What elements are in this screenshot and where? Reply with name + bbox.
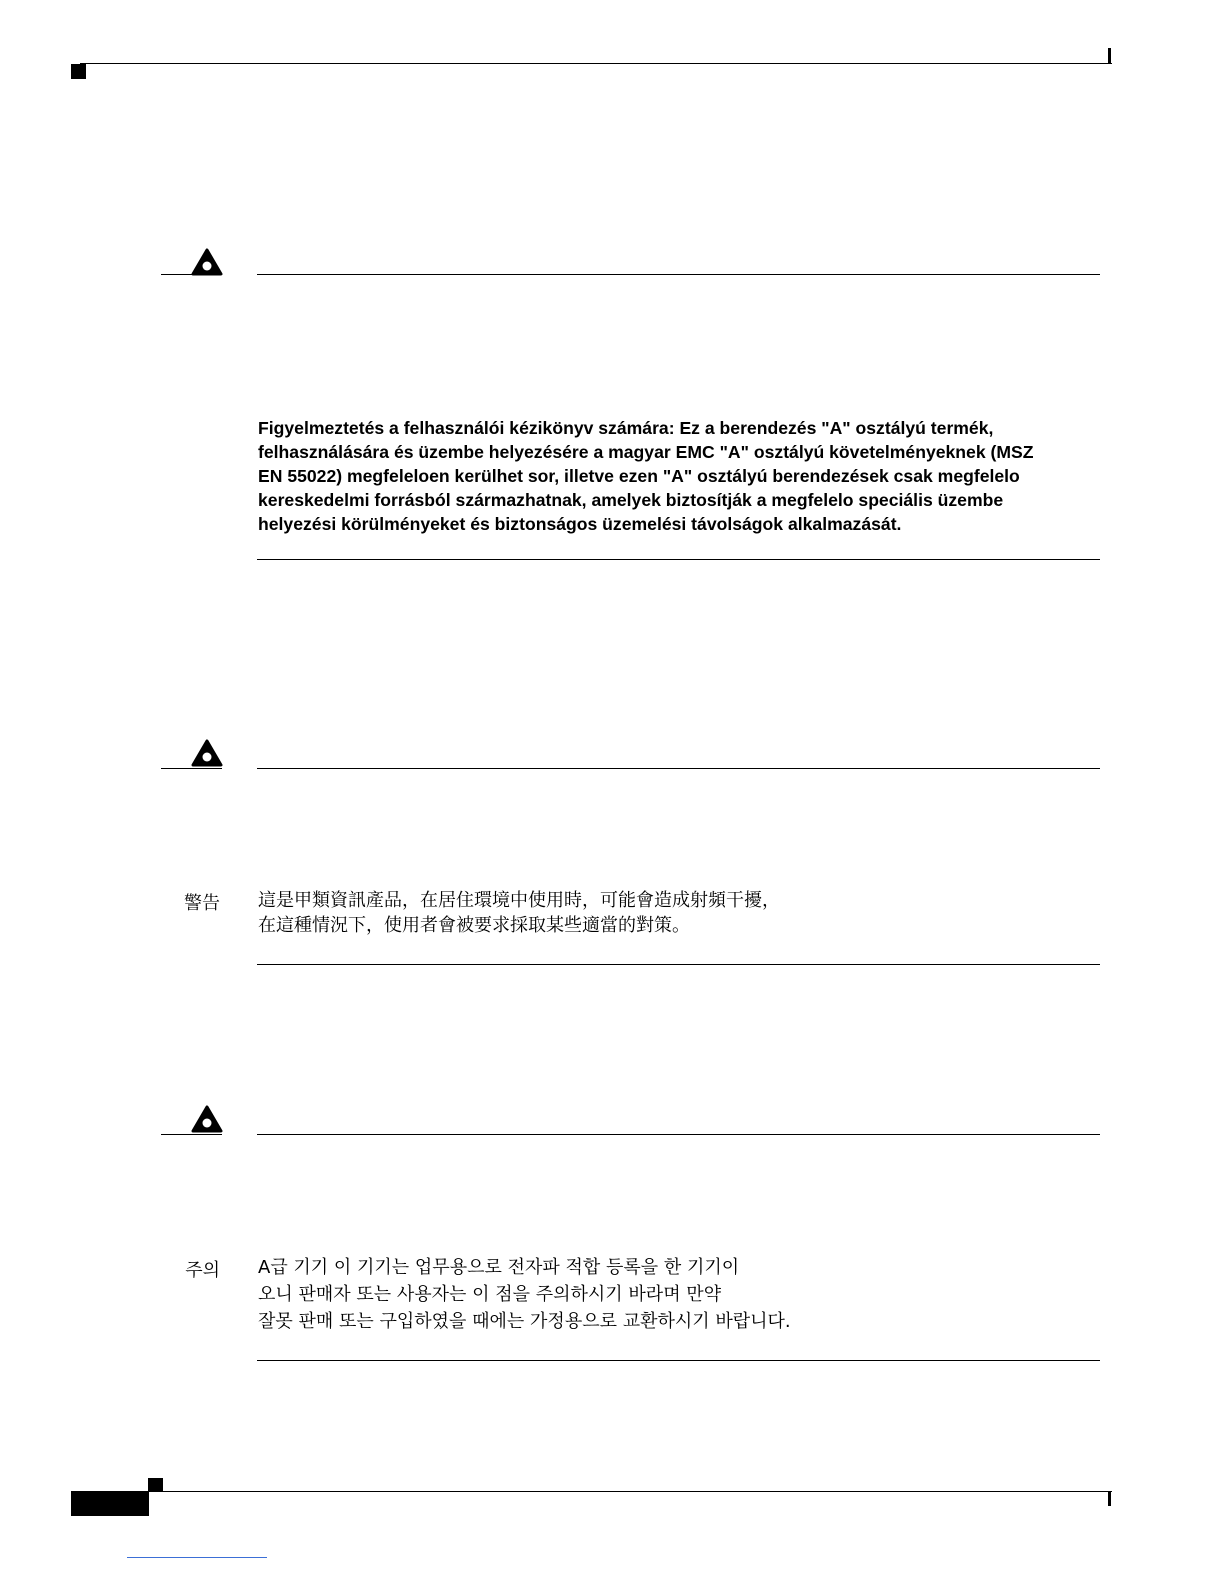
text-line: 잘못 판매 또는 구입하였을 때에는 가정용으로 교환하시기 바랍니다. <box>258 1311 791 1332</box>
section-bottom-rule <box>257 964 1100 965</box>
header-rule <box>80 63 1112 64</box>
section-top-rule <box>257 1134 1100 1135</box>
footer-tick <box>1108 1492 1111 1506</box>
text-line: A급 기기 이 기기는 업무용으로 전자파 적합 등록을 한 기기이 <box>258 1257 740 1278</box>
header-tick <box>1108 48 1111 64</box>
text-line: 오니 판매자 또는 사용자는 이 점을 주의하시기 바라며 만약 <box>258 1284 722 1305</box>
text-line: felhasználására és üzembe helyezésére a magyar EMC "A" osztályú követelményeknek (MSZ <box>258 442 1034 462</box>
warning-icon <box>191 1104 223 1136</box>
text-line: kereskedelmi forrásból származhatnak, amelyek biztosítják a megfelelo speciális üzembe <box>258 490 1004 510</box>
section-bottom-rule <box>257 1360 1100 1361</box>
text-line: EN 55022) megfeleloen kerülhet sor, illetve ezen "A" osztályú berendezések csak megfelelo <box>258 466 1020 486</box>
text-line: helyezési körülményeket és biztonságos üzemelési távolságok alkalmazását. <box>258 514 902 534</box>
footer-link-underline[interactable] <box>127 1557 267 1558</box>
chinese-warning-text <box>258 888 1098 938</box>
text-line: 在這種情況下，使用者會被要求採取某些適當的對策。 <box>258 915 690 936</box>
footer-marker <box>148 1478 163 1492</box>
korean-caution-text <box>258 1254 1098 1335</box>
caution-label: 주의 <box>185 1260 220 1281</box>
icon-underline <box>161 768 222 769</box>
warning-icon <box>191 738 223 770</box>
section-bottom-rule <box>257 559 1100 560</box>
footer-rule <box>148 1491 1112 1492</box>
section-top-rule <box>257 274 1100 275</box>
header-marker <box>71 64 86 79</box>
text-line: 這是甲類資訊產品，在居住環境中使用時，可能會造成射頻干擾， <box>258 890 780 911</box>
warning-label: 警告 <box>184 893 220 914</box>
footer-page-block <box>71 1491 149 1516</box>
section-top-rule <box>257 768 1100 769</box>
text-line: Figyelmeztetés a felhasználói kézikönyv számára: Ez a berendezés "A" osztályú termék, <box>258 418 994 438</box>
icon-underline <box>161 274 222 275</box>
hungarian-warning-text <box>258 416 1098 536</box>
icon-underline <box>161 1134 222 1135</box>
